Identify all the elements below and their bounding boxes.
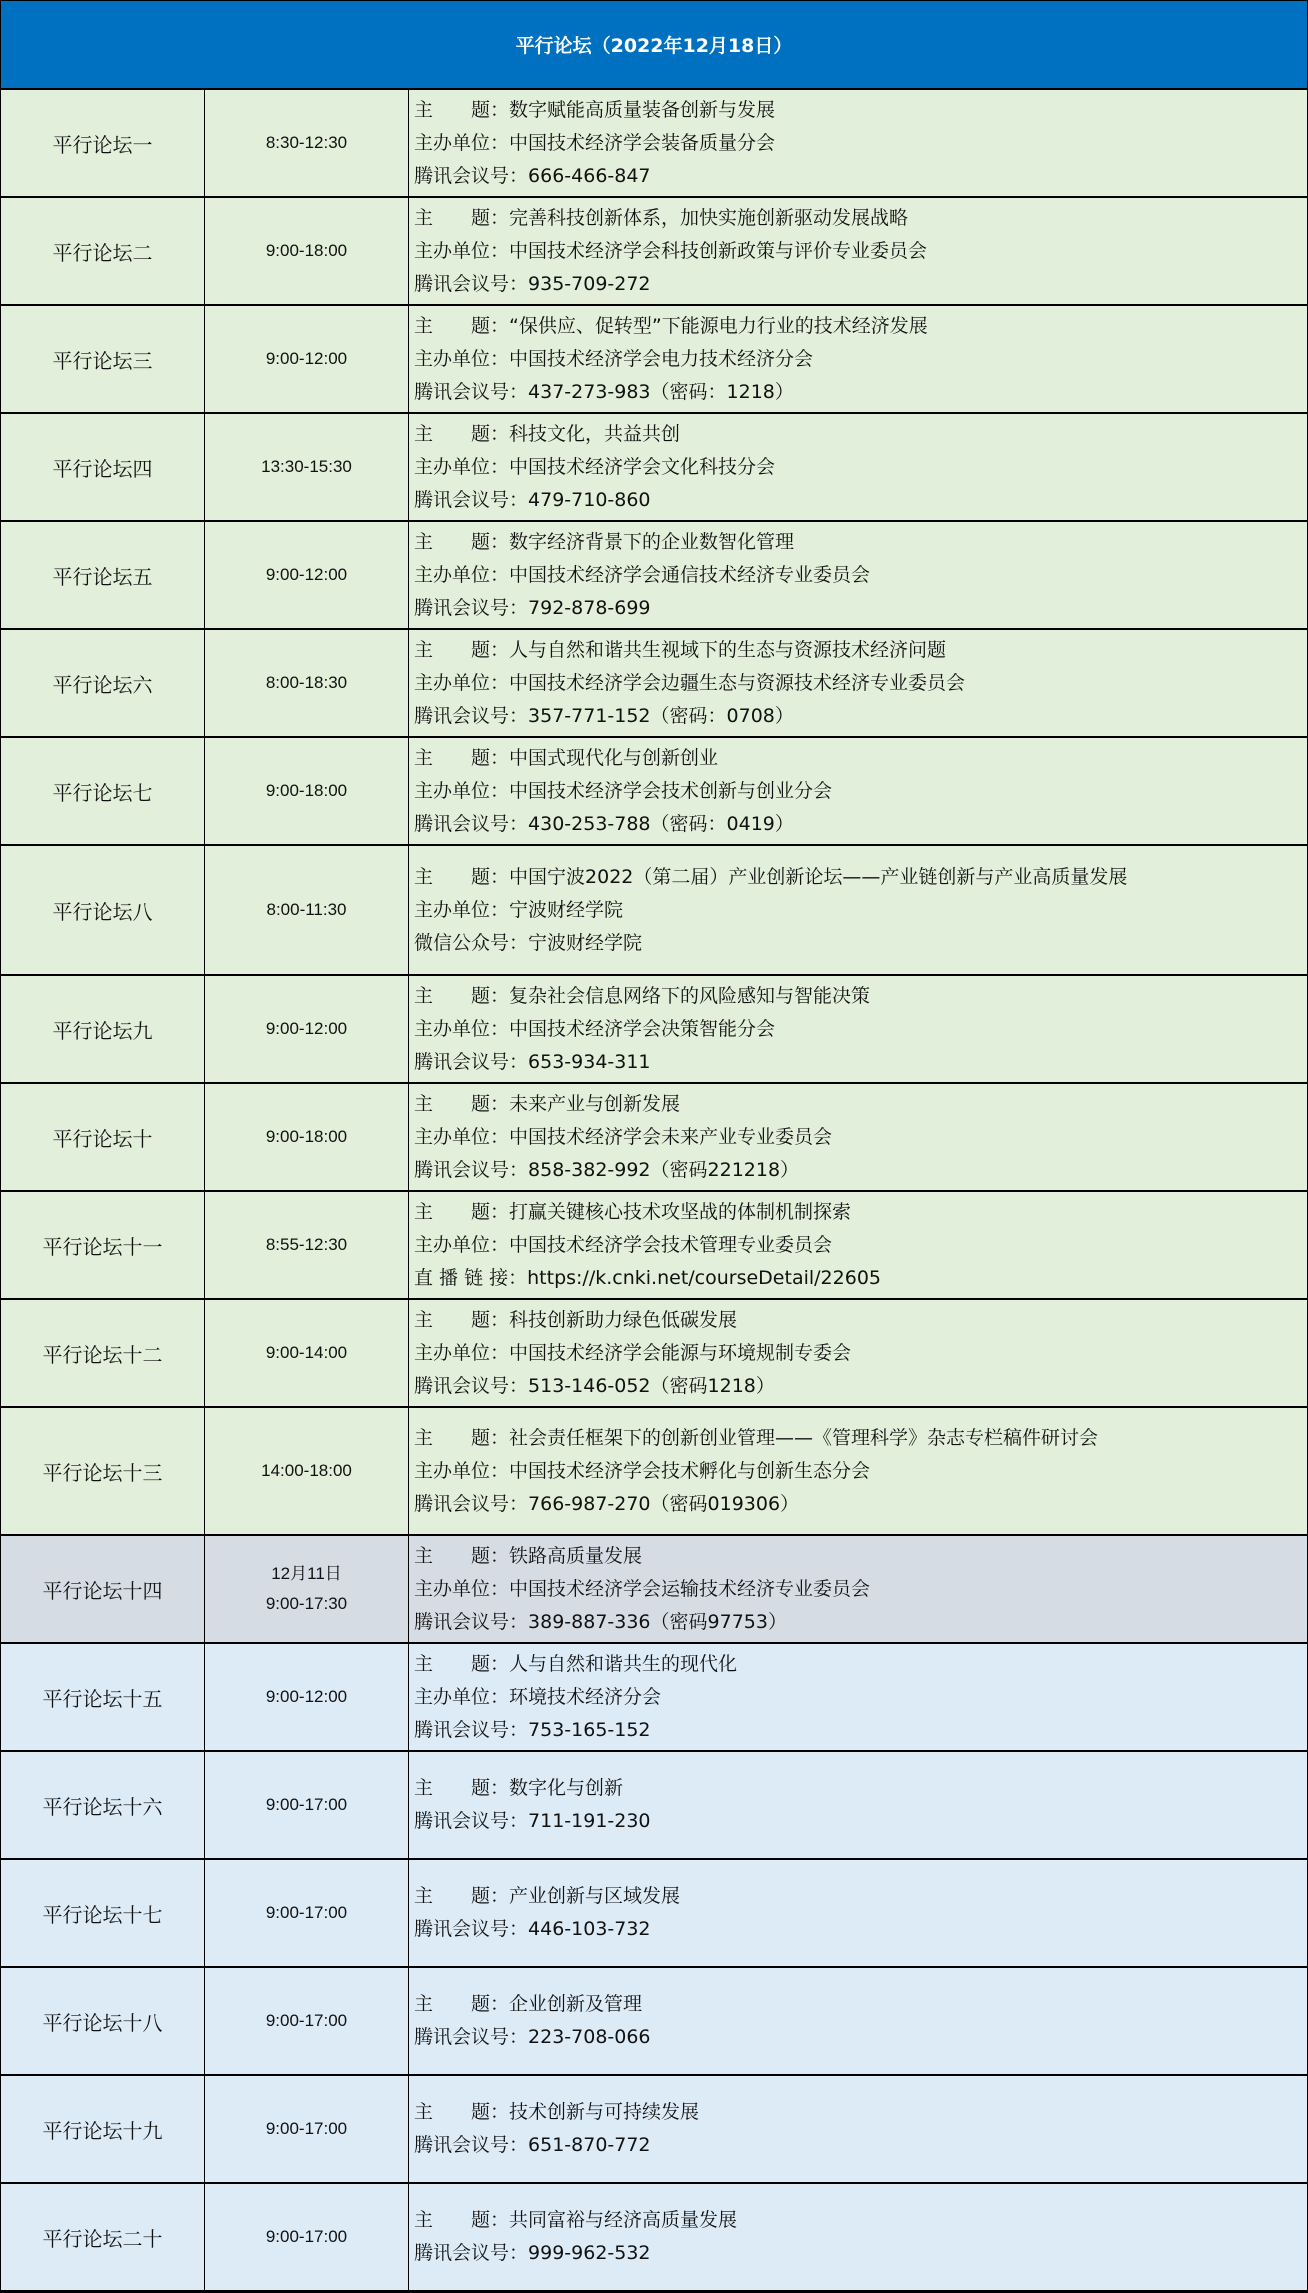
forum-detail-cell <box>409 1752 1307 1858</box>
forum-time: 9:00-18:00 <box>265 1127 348 1146</box>
forum-time-cell <box>205 2184 409 2290</box>
table-row <box>1 1968 1307 2076</box>
forum-time: 8:00-11:30 <box>266 900 347 919</box>
topic-line <box>414 94 1307 127</box>
topic-label: 主 题： <box>414 638 510 661</box>
contact-label: 腾讯会议号： <box>414 596 529 619</box>
contact-label: 腾讯会议号： <box>414 272 529 295</box>
forum-time-cell <box>205 414 409 520</box>
contact-value[interactable]: 999-962-532 <box>528 2242 651 2264</box>
forum-detail-cell <box>409 1408 1307 1534</box>
host-label: 主办单位： <box>414 779 510 802</box>
topic-value: 社会责任框架下的创新创业管理——《管理科学》杂志专栏稿件研讨会 <box>509 1426 1099 1449</box>
table-body <box>1 90 1307 2292</box>
topic-line <box>414 1304 1307 1337</box>
forum-time-cell <box>205 630 409 736</box>
forum-name: 平行论坛十一 <box>42 1234 163 1259</box>
contact-line <box>414 268 1307 301</box>
host-value: 中国技术经济学会能源与环境规制专委会 <box>509 1341 852 1364</box>
host-value: 中国技术经济学会文化科技分会 <box>509 455 776 478</box>
forum-detail-cell <box>409 414 1307 520</box>
host-value: 中国技术经济学会技术创新与创业分会 <box>509 779 833 802</box>
forum-name: 平行论坛八 <box>52 899 153 924</box>
forum-name-cell <box>1 1968 205 2074</box>
topic-value: 人与自然和谐共生的现代化 <box>509 1652 738 1675</box>
host-label: 主办单位： <box>414 671 510 694</box>
contact-label: 腾讯会议号： <box>414 1050 529 1073</box>
forum-detail-cell <box>409 1084 1307 1190</box>
forum-name-cell <box>1 1644 205 1750</box>
topic-value: 科技创新助力绿色低碳发展 <box>509 1308 738 1331</box>
forum-detail-cell <box>409 2076 1307 2182</box>
topic-line <box>414 1648 1307 1681</box>
topic-line <box>414 2096 1307 2129</box>
contact-value[interactable]: 357-771-152（密码：0708） <box>528 704 794 727</box>
forum-name: 平行论坛一 <box>52 132 153 157</box>
host-line <box>414 235 1307 268</box>
forum-name: 平行论坛十六 <box>42 1794 163 1819</box>
forum-name: 平行论坛二 <box>52 240 153 265</box>
topic-label: 主 题： <box>414 2209 510 2231</box>
forum-time-cell <box>205 1408 409 1534</box>
host-line <box>414 1121 1307 1154</box>
forum-time-cell <box>205 1300 409 1406</box>
forum-time: 9:00-17:30 <box>265 1594 348 1613</box>
host-value: 中国技术经济学会科技创新政策与评价专业委员会 <box>509 239 928 262</box>
topic-label: 主 题： <box>414 1993 510 2015</box>
host-value: 宁波财经学院 <box>509 898 624 921</box>
forum-name-cell <box>1 846 205 974</box>
forum-time: 9:00-17:00 <box>265 1903 348 1922</box>
forum-name: 平行论坛四 <box>52 456 153 481</box>
topic-line <box>414 2204 1307 2237</box>
contact-value[interactable]: 宁波财经学院 <box>528 931 643 954</box>
topic-line <box>414 1088 1307 1121</box>
forum-time-cell <box>205 522 409 628</box>
contact-label: 腾讯会议号： <box>414 704 529 727</box>
forum-time: 9:00-17:00 <box>265 2119 348 2138</box>
host-value: 中国技术经济学会电力技术经济分会 <box>509 347 814 370</box>
contact-label: 微信公众号： <box>414 931 529 954</box>
forum-time-cell <box>205 198 409 304</box>
contact-label: 腾讯会议号： <box>414 164 529 187</box>
contact-line <box>414 808 1307 841</box>
host-value: 中国技术经济学会运输技术经济专业委员会 <box>509 1577 871 1600</box>
forum-detail-cell <box>409 198 1307 304</box>
topic-value: 数字化与创新 <box>509 1777 624 1799</box>
forum-date: 12月11日 <box>271 1564 342 1583</box>
topic-value: 人与自然和谐共生视域下的生态与资源技术经济问题 <box>509 638 947 661</box>
forum-time: 9:00-12:00 <box>265 349 348 368</box>
contact-label: 直 播 链 接： <box>414 1266 528 1289</box>
topic-line <box>414 1540 1307 1573</box>
table-row <box>1 198 1307 306</box>
host-label: 主办单位： <box>414 1233 510 1256</box>
contact-line <box>414 2021 1307 2054</box>
contact-line <box>414 160 1307 193</box>
forum-name: 平行论坛七 <box>52 780 153 805</box>
contact-line <box>414 927 1307 960</box>
forum-time: 9:00-17:00 <box>265 1795 348 1814</box>
topic-line <box>414 634 1307 667</box>
forum-time: 8:00-18:30 <box>265 673 348 692</box>
forum-name: 平行论坛十九 <box>42 2118 163 2143</box>
host-line <box>414 1229 1307 1262</box>
contact-value[interactable]: 711-191-230 <box>528 1810 651 1832</box>
host-line <box>414 559 1307 592</box>
contact-line <box>414 376 1307 409</box>
forum-name-cell <box>1 2076 205 2182</box>
forum-name-cell <box>1 1408 205 1534</box>
forum-time: 9:00-18:00 <box>265 241 348 260</box>
contact-value[interactable]: 437-273-983（密码：1218） <box>528 380 794 403</box>
contact-label: 腾讯会议号： <box>414 1810 529 1832</box>
host-line <box>414 343 1307 376</box>
host-label: 主办单位： <box>414 1459 510 1482</box>
contact-value[interactable]: 935-709-272 <box>528 272 651 295</box>
host-value: 中国技术经济学会未来产业专业委员会 <box>509 1125 833 1148</box>
host-line <box>414 1573 1307 1606</box>
forum-time: 9:00-18:00 <box>265 781 348 800</box>
topic-value: 数字赋能高质量装备创新与发展 <box>509 98 776 121</box>
forum-name-cell <box>1 738 205 844</box>
topic-line <box>414 310 1307 343</box>
forum-name: 平行论坛十二 <box>42 1342 163 1367</box>
topic-line <box>414 526 1307 559</box>
contact-label: 腾讯会议号： <box>414 2242 529 2264</box>
forum-detail-cell <box>409 1536 1307 1642</box>
forum-time: 9:00-12:00 <box>265 565 348 584</box>
contact-value[interactable]: 389-887-336（密码97753） <box>528 1610 787 1633</box>
forum-detail-cell <box>409 738 1307 844</box>
table-row <box>1 1860 1307 1968</box>
forum-time: 9:00-17:00 <box>265 2227 348 2246</box>
host-line <box>414 1013 1307 1046</box>
contact-line <box>414 700 1307 733</box>
host-label: 主办单位： <box>414 131 510 154</box>
contact-value[interactable]: 513-146-052（密码1218） <box>528 1374 775 1397</box>
forum-time: 9:00-12:00 <box>265 1019 348 1038</box>
table-row <box>1 1408 1307 1536</box>
forum-name: 平行论坛十五 <box>42 1686 163 1711</box>
table-row <box>1 306 1307 414</box>
forum-name: 平行论坛十 <box>52 1126 153 1151</box>
contact-value[interactable]: 792-878-699 <box>528 596 651 619</box>
forum-name-cell <box>1 198 205 304</box>
contact-value[interactable]: 666-466-847 <box>528 164 651 187</box>
forum-time: 14:00-18:00 <box>261 1461 352 1480</box>
contact-label: 腾讯会议号： <box>414 812 529 835</box>
forum-name: 平行论坛三 <box>52 348 153 373</box>
topic-line <box>414 1196 1307 1229</box>
forum-name: 平行论坛五 <box>52 564 153 589</box>
forum-detail-cell <box>409 976 1307 1082</box>
forum-detail-cell <box>409 1300 1307 1406</box>
forum-name: 平行论坛十八 <box>42 2010 163 2035</box>
contact-label: 腾讯会议号： <box>414 380 529 403</box>
table-row <box>1 1752 1307 1860</box>
contact-line <box>414 484 1307 517</box>
topic-value: 共同富裕与经济高质量发展 <box>509 2209 738 2231</box>
topic-value: 铁路高质量发展 <box>509 1544 643 1567</box>
topic-value: 中国式现代化与创新创业 <box>509 746 719 769</box>
forum-name: 平行论坛九 <box>52 1018 153 1043</box>
host-value: 中国技术经济学会装备质量分会 <box>509 131 776 154</box>
contact-line <box>414 2237 1307 2270</box>
contact-line <box>414 2129 1307 2162</box>
forum-detail-cell <box>409 306 1307 412</box>
contact-value[interactable]: 766-987-270（密码019306） <box>528 1492 800 1515</box>
contact-value[interactable]: 479-710-860 <box>528 488 651 511</box>
forum-time-cell <box>205 1644 409 1750</box>
host-line <box>414 894 1307 927</box>
topic-value: 技术创新与可持续发展 <box>509 2101 700 2123</box>
topic-label: 主 题： <box>414 1777 510 1799</box>
topic-line <box>414 1880 1307 1913</box>
host-value: 中国技术经济学会通信技术经济专业委员会 <box>509 563 871 586</box>
topic-label: 主 题： <box>414 98 510 121</box>
forum-name-cell <box>1 1536 205 1642</box>
host-value: 中国技术经济学会决策智能分会 <box>509 1017 776 1040</box>
forum-time-cell <box>205 1752 409 1858</box>
host-value: 中国技术经济学会技术孵化与创新生态分会 <box>509 1459 871 1482</box>
forum-detail-cell <box>409 2184 1307 2290</box>
topic-value: “保供应、促转型”下能源电力行业的技术经济发展 <box>509 314 928 337</box>
forum-name-cell <box>1 1752 205 1858</box>
contact-line <box>414 1913 1307 1946</box>
topic-value: 复杂社会信息网络下的风险感知与智能决策 <box>509 984 871 1007</box>
forum-time-cell <box>205 1192 409 1298</box>
table-row <box>1 846 1307 976</box>
topic-label: 主 题： <box>414 1544 510 1567</box>
topic-value: 未来产业与创新发展 <box>509 1092 681 1115</box>
forum-detail-cell <box>409 630 1307 736</box>
table-row <box>1 2076 1307 2184</box>
contact-label: 腾讯会议号： <box>414 2134 529 2156</box>
forum-name-cell <box>1 90 205 196</box>
topic-line <box>414 861 1307 894</box>
topic-value: 中国宁波2022（第二届）产业创新论坛——产业链创新与产业高质量发展 <box>509 865 1128 888</box>
forum-detail-cell <box>409 522 1307 628</box>
topic-label: 主 题： <box>414 1426 510 1449</box>
host-label: 主办单位： <box>414 1125 510 1148</box>
topic-value: 产业创新与区域发展 <box>509 1885 681 1907</box>
forum-time-cell <box>205 306 409 412</box>
topic-label: 主 题： <box>414 206 510 229</box>
forum-detail-cell <box>409 1968 1307 2074</box>
contact-value[interactable]: 430-253-788（密码：0419） <box>528 812 794 835</box>
host-label: 主办单位： <box>414 455 510 478</box>
host-label: 主办单位： <box>414 1577 510 1600</box>
contact-line <box>414 1606 1307 1639</box>
forum-time-cell <box>205 738 409 844</box>
topic-line <box>414 1988 1307 2021</box>
forum-name-cell <box>1 976 205 1082</box>
host-label: 主办单位： <box>414 347 510 370</box>
topic-line <box>414 742 1307 775</box>
host-line <box>414 127 1307 160</box>
topic-label: 主 题： <box>414 1092 510 1115</box>
forum-name: 平行论坛十三 <box>42 1460 163 1485</box>
contact-value[interactable]: 753-165-152 <box>528 1718 651 1741</box>
table-row <box>1 90 1307 198</box>
contact-label: 腾讯会议号： <box>414 1718 529 1741</box>
host-label: 主办单位： <box>414 1017 510 1040</box>
contact-line <box>414 1370 1307 1403</box>
forum-time: 13:30-15:30 <box>261 457 352 476</box>
forum-name-cell <box>1 630 205 736</box>
contact-line <box>414 1154 1307 1187</box>
topic-value: 打赢关键核心技术攻坚战的体制机制探索 <box>509 1200 852 1223</box>
contact-line <box>414 1805 1307 1838</box>
table-row <box>1 1644 1307 1752</box>
contact-value[interactable]: https://k.cnki.net/courseDetail/22605 <box>527 1266 881 1289</box>
topic-label: 主 题： <box>414 530 510 553</box>
forum-detail-cell <box>409 846 1307 974</box>
contact-value[interactable]: 858-382-992（密码221218） <box>528 1158 800 1181</box>
contact-line <box>414 1262 1307 1295</box>
forum-detail-cell <box>409 1192 1307 1298</box>
topic-value: 企业创新及管理 <box>509 1993 643 2015</box>
forum-time-cell <box>205 1968 409 2074</box>
contact-value[interactable]: 651-870-772 <box>528 2134 651 2156</box>
table-row <box>1 976 1307 1084</box>
contact-label: 腾讯会议号： <box>414 488 529 511</box>
forum-time: 9:00-17:00 <box>265 2011 348 2030</box>
forum-name: 平行论坛十四 <box>42 1578 163 1603</box>
forum-name: 平行论坛二十 <box>42 2226 163 2251</box>
forum-name-cell <box>1 306 205 412</box>
topic-label: 主 题： <box>414 422 510 445</box>
forum-name: 平行论坛六 <box>52 672 153 697</box>
host-value: 环境技术经济分会 <box>509 1685 662 1708</box>
forum-time-cell <box>205 1536 409 1642</box>
table-row <box>1 630 1307 738</box>
table-row <box>1 738 1307 846</box>
topic-label: 主 题： <box>414 746 510 769</box>
table-row <box>1 1192 1307 1300</box>
contact-label: 腾讯会议号： <box>414 1374 529 1397</box>
host-line <box>414 451 1307 484</box>
forum-name-cell <box>1 1192 205 1298</box>
topic-value: 科技文化，共益共创 <box>509 422 681 445</box>
contact-label: 腾讯会议号： <box>414 2026 529 2048</box>
forum-name-cell <box>1 2184 205 2290</box>
contact-value[interactable]: 653-934-311 <box>528 1050 651 1073</box>
topic-line <box>414 1772 1307 1805</box>
topic-label: 主 题： <box>414 1885 510 1907</box>
host-line <box>414 667 1307 700</box>
forum-time-cell <box>205 1084 409 1190</box>
forum-time-cell <box>205 846 409 974</box>
forum-time-cell <box>205 1860 409 1966</box>
forum-detail-cell <box>409 1644 1307 1750</box>
table-row <box>1 2184 1307 2292</box>
table-row <box>1 1300 1307 1408</box>
forum-time-cell <box>205 2076 409 2182</box>
forum-name-cell <box>1 522 205 628</box>
topic-line <box>414 418 1307 451</box>
contact-value[interactable]: 446-103-732 <box>528 1918 651 1940</box>
forum-name-cell <box>1 414 205 520</box>
contact-label: 腾讯会议号： <box>414 1158 529 1181</box>
table-row <box>1 522 1307 630</box>
table-row <box>1 1536 1307 1644</box>
table-title: 平行论坛（2022年12月18日） <box>1 1 1307 90</box>
topic-label: 主 题： <box>414 865 510 888</box>
forum-name-cell <box>1 1084 205 1190</box>
host-value: 中国技术经济学会边疆生态与资源技术经济专业委员会 <box>509 671 966 694</box>
topic-label: 主 题： <box>414 984 510 1007</box>
host-label: 主办单位： <box>414 563 510 586</box>
host-value: 中国技术经济学会技术管理专业委员会 <box>509 1233 833 1256</box>
table-row <box>1 414 1307 522</box>
topic-line <box>414 1422 1307 1455</box>
host-line <box>414 1455 1307 1488</box>
host-line <box>414 775 1307 808</box>
topic-value: 完善科技创新体系，加快实施创新驱动发展战略 <box>509 206 909 229</box>
host-label: 主办单位： <box>414 239 510 262</box>
forum-time: 9:00-12:00 <box>265 1687 348 1706</box>
table-row <box>1 1084 1307 1192</box>
contact-line <box>414 592 1307 625</box>
contact-value[interactable]: 223-708-066 <box>528 2026 651 2048</box>
topic-line <box>414 202 1307 235</box>
topic-label: 主 题： <box>414 2101 510 2123</box>
contact-line <box>414 1714 1307 1747</box>
forum-detail-cell <box>409 1860 1307 1966</box>
topic-label: 主 题： <box>414 1200 510 1223</box>
topic-line <box>414 980 1307 1013</box>
forum-name-cell <box>1 1860 205 1966</box>
topic-value: 数字经济背景下的企业数智化管理 <box>509 530 795 553</box>
host-line <box>414 1337 1307 1370</box>
host-label: 主办单位： <box>414 898 510 921</box>
forum-time: 8:30-12:30 <box>265 133 348 152</box>
forum-time: 8:55-12:30 <box>265 1235 348 1254</box>
contact-label: 腾讯会议号： <box>414 1918 529 1940</box>
forum-detail-cell <box>409 90 1307 196</box>
topic-label: 主 题： <box>414 1652 510 1675</box>
contact-label: 腾讯会议号： <box>414 1610 529 1633</box>
forum-time-cell <box>205 976 409 1082</box>
contact-line <box>414 1046 1307 1079</box>
host-label: 主办单位： <box>414 1685 510 1708</box>
forum-time-cell <box>205 90 409 196</box>
host-label: 主办单位： <box>414 1341 510 1364</box>
contact-label: 腾讯会议号： <box>414 1492 529 1515</box>
contact-line <box>414 1488 1307 1521</box>
host-line <box>414 1681 1307 1714</box>
forum-name: 平行论坛十七 <box>42 1902 163 1927</box>
forum-name-cell <box>1 1300 205 1406</box>
topic-label: 主 题： <box>414 314 510 337</box>
topic-label: 主 题： <box>414 1308 510 1331</box>
forum-time: 9:00-14:00 <box>265 1343 348 1362</box>
